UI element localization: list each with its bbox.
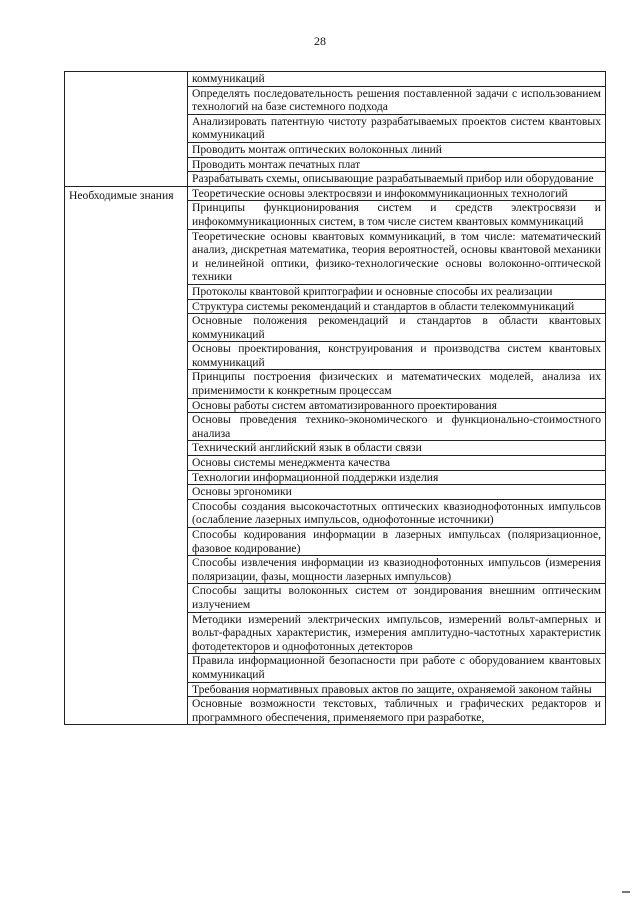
- knowledge-text: Технологии информационной поддержки изделия: [188, 470, 606, 485]
- knowledge-text: Принципы построения физических и математических моделей, анализа их применимости к конкретным процессам: [188, 370, 606, 398]
- knowledge-text: Основные положения рекомендаций и стандартов в области квантовых коммуникаций: [188, 314, 606, 342]
- skill-text: Анализировать патентную чистоту разрабатываемых проектов систем квантовых коммуникаций: [188, 114, 606, 142]
- knowledge-text: Теоретические основы электросвязи и инфокоммуникационных технологий: [188, 186, 606, 201]
- knowledge-text: Принципы функционирования систем и средств электросвязи и инфокоммуникационных систем, в том числе систем квантовых коммуникаций: [188, 201, 606, 229]
- knowledge-text: Технический английский язык в области связи: [188, 441, 606, 456]
- skill-text: Разрабатывать схемы, описывающие разрабатываемый прибор или оборудование: [188, 172, 606, 187]
- page-number: 28: [314, 34, 326, 48]
- skill-text: Проводить монтаж печатных плат: [188, 157, 606, 172]
- knowledge-text: Методики измерений электрических импульсов, измерений вольт-амперных и вольт-фарадных характеристик, измерения амплитудно-частотных характеристик фотодетекторов и однофотонных детекторов: [188, 612, 606, 654]
- scan-mark: [622, 891, 630, 893]
- knowledge-text: Способы извлечения информации из квазиоднофотонных импульсов (измерения поляризации, фазы, мощности лазерных импульсов): [188, 556, 606, 584]
- knowledge-text: Теоретические основы квантовых коммуникаций, в том числе: математический анализ, дискретная математика, теория вероятностей, основы квантовой механики и нелинейной оптики, физико-технологические основы волоконно-оптической техники: [188, 229, 606, 284]
- table-row: [65, 72, 606, 87]
- knowledge-text: Правила информационной безопасности при работе с оборудованием квантовых коммуникаций: [188, 654, 606, 682]
- knowledge-text: Протоколы квантовой криптографии и основные способы их реализации: [188, 284, 606, 299]
- knowledge-label: Необходимые знания: [65, 186, 188, 725]
- requirements-table: [64, 71, 606, 725]
- knowledge-text: Требования нормативных правовых актов по защите, охраняемой законом тайны: [188, 682, 606, 697]
- knowledge-text: Основы эргономики: [188, 485, 606, 500]
- empty-label-cell: [65, 72, 188, 187]
- knowledge-text: Способы создания высокочастотных оптических квазиоднофотонных импульсов (ослабление лазерных импульсов, однофотонные источники): [188, 499, 606, 527]
- knowledge-text: Способы кодирования информации в лазерных импульсах (поляризационное, фазовое кодирование): [188, 528, 606, 556]
- knowledge-text: Основные возможности текстовых, табличных и графических редакторов и программного обеспечения, применяемого при разработке,: [188, 697, 606, 725]
- table-row: [65, 186, 606, 201]
- knowledge-text: Способы защиты волоконных систем от зондирования внешним оптическим излучением: [188, 584, 606, 612]
- knowledge-text: Основы проектирования, конструирования и производства систем квантовых коммуникаций: [188, 342, 606, 370]
- knowledge-text: Структура системы рекомендаций и стандартов в области телекоммуникаций: [188, 299, 606, 314]
- knowledge-text: Основы системы менеджмента качества: [188, 456, 606, 471]
- skill-text: коммуникаций: [188, 72, 606, 87]
- skill-text: Определять последовательность решения поставленной задачи с использованием технологий на базе системного подхода: [188, 86, 606, 114]
- knowledge-text: Основы проведения технико-экономического и функционально-стоимостного анализа: [188, 413, 606, 441]
- knowledge-text: Основы работы систем автоматизированного проектирования: [188, 398, 606, 413]
- skill-text: Проводить монтаж оптических волоконных линий: [188, 142, 606, 157]
